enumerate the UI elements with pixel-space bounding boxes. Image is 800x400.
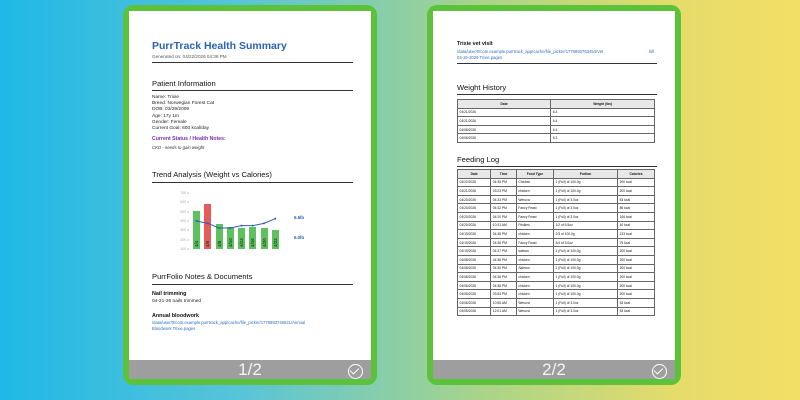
table-cell: 200 kcal xyxy=(618,187,655,196)
table-cell: 04/20/2026 xyxy=(458,204,491,213)
bar-date-label: 4/8 xyxy=(216,240,222,247)
table-cell: 04:36 PM xyxy=(491,273,517,282)
bar-date-label: 4/22 xyxy=(272,238,278,247)
weight-point xyxy=(252,225,254,227)
divider xyxy=(152,284,353,285)
generated-timestamp: Generated on: 04/22/2026 04:36 PM xyxy=(152,54,227,59)
weight-point xyxy=(274,218,276,220)
feeding-row xyxy=(458,212,655,221)
table-cell: 04:36 PM xyxy=(491,238,517,247)
patient-age: Age: 17y 1m xyxy=(152,113,179,119)
feeding-row xyxy=(458,290,655,299)
vet-link-line1[interactable]: /data/user/0/com.example.purrtrack_app/cache/file_picker/1776893763454/Vet xyxy=(457,49,604,54)
table-cell: 04/21/2026 xyxy=(458,117,551,126)
y-tick-label: 600 z xyxy=(180,200,189,205)
bloodwork-link-line1[interactable]: /data/user/0/com.example.purrtrack_app/cache/file_picker/1776893746621/Annual xyxy=(152,320,306,325)
table-cell: 200 kcal xyxy=(618,264,655,273)
table-cell: chicken xyxy=(516,273,553,282)
table-cell: 04:36 PM xyxy=(491,281,517,290)
table-cell: 03:54 PM xyxy=(491,290,517,299)
table-cell: 04:36 PM xyxy=(491,230,517,239)
weight-row xyxy=(458,108,655,117)
table-cell: 1 (Full) of 100.0g xyxy=(554,290,618,299)
table-cell: 04/06/2026 xyxy=(458,298,491,307)
table-cell: 6.4 xyxy=(551,125,655,134)
y-tick-label: 300 z xyxy=(180,228,189,233)
page-card-1[interactable] xyxy=(123,5,377,385)
table-cell: Weruva xyxy=(516,307,553,316)
weight-row xyxy=(458,134,655,143)
divider xyxy=(152,62,353,63)
divider xyxy=(457,166,657,167)
patient-info-heading: Patient Information xyxy=(152,79,216,88)
table-cell: 1 (Full) of 3.0oz xyxy=(554,195,618,204)
feeding-row xyxy=(458,264,655,273)
table-cell: chicken xyxy=(516,230,553,239)
column-header: Portion xyxy=(554,170,618,179)
bar-date-label: 4/10 xyxy=(227,238,233,247)
table-cell: 3/4 of 3.0oz xyxy=(554,238,618,247)
table-cell: 1 (Full) of 100.0g xyxy=(554,187,618,196)
bloodwork-link-line2[interactable]: Bloodwork Trixie.pages xyxy=(152,325,196,331)
table-cell: 1 (Full) of 3.0oz xyxy=(554,212,618,221)
divider xyxy=(152,90,353,91)
weight-row xyxy=(458,125,655,134)
feeding-log-table xyxy=(457,169,655,316)
table-cell: 1 (Full) of 100.0g xyxy=(554,247,618,256)
bar-date-label: 4/13 xyxy=(239,238,244,247)
table-cell: Salmon xyxy=(516,264,553,273)
feeding-log-heading: Feeding Log xyxy=(457,155,500,164)
page-sheet-2 xyxy=(433,11,675,364)
trend-chart xyxy=(169,189,329,253)
table-cell: 04/20/2026 xyxy=(458,221,491,230)
weight-history-heading: Weight History xyxy=(457,83,507,92)
divider xyxy=(457,94,657,95)
page-indicator-2 xyxy=(433,360,675,379)
table-cell: 04/08/2026 xyxy=(458,273,491,282)
weight-point xyxy=(207,222,209,224)
table-cell: 04/21/2026 xyxy=(458,108,551,117)
table-cell: 6.3 xyxy=(551,108,655,117)
feeding-row xyxy=(458,178,655,187)
feeding-row xyxy=(458,204,655,213)
table-cell: 04:36 PM xyxy=(491,255,517,264)
feeding-row xyxy=(458,298,655,307)
table-cell: 200 kcal xyxy=(618,281,655,290)
table-cell: 75 kcal xyxy=(618,238,655,247)
table-cell: 04/19/2026 xyxy=(458,238,491,247)
note-text-nail: 04-21-26 nails trimmed xyxy=(152,299,202,304)
vet-visit-title: Trixie vet visit xyxy=(457,41,493,47)
table-cell: 04:35 PM xyxy=(491,178,517,187)
table-cell: Weruva xyxy=(516,298,553,307)
feeding-row xyxy=(458,187,655,196)
feeding-row xyxy=(458,238,655,247)
table-cell: 133 kcal xyxy=(618,230,655,239)
feeding-row xyxy=(458,195,655,204)
patient-info-lines xyxy=(152,95,214,132)
column-header: Time xyxy=(491,170,517,179)
weight-point xyxy=(263,222,265,224)
bar-date-label: 4/16 xyxy=(250,238,256,247)
table-cell: Fancy Feast xyxy=(516,212,553,221)
table-cell: chicken xyxy=(516,290,553,299)
table-cell: 53 kcal xyxy=(618,298,655,307)
table-cell: chicken xyxy=(516,281,553,290)
table-cell: 1/2 of 5.5oz xyxy=(554,221,618,230)
note-title-bloodwork: Annual bloodwork xyxy=(152,313,200,319)
y-tick-label: 100 z xyxy=(180,247,189,251)
y-tick-label: 200 z xyxy=(180,237,189,242)
patient-breed: Breed: Norwegian Forest Cat xyxy=(152,101,215,107)
table-cell: Fancy Feast xyxy=(516,204,553,213)
feeding-row xyxy=(458,255,655,264)
feeding-row xyxy=(458,281,655,290)
table-cell: 10:31 AM xyxy=(491,221,517,230)
table-cell: salmon xyxy=(516,247,553,256)
weight-point xyxy=(196,220,198,222)
page-indicator-1 xyxy=(129,360,371,379)
table-cell: 1 (Full) of 3.0oz xyxy=(554,307,618,316)
y-tick-label: 700 z xyxy=(180,191,189,195)
table-cell: 04/08/2026 xyxy=(458,125,551,134)
table-cell: 10:55 AM xyxy=(491,298,517,307)
table-cell: 53 kcal xyxy=(618,195,655,204)
bar-date-label: 4/4 xyxy=(194,240,199,247)
page-number-label: 2/2 xyxy=(542,360,566,379)
table-cell: 04/19/2026 xyxy=(458,247,491,256)
check-circle-icon[interactable] xyxy=(348,364,363,379)
column-header: Weight (lbs) xyxy=(551,100,655,109)
y-tick-label: 400 z xyxy=(180,219,189,223)
table-cell: 1 (Full) of 100.0g xyxy=(554,281,618,290)
table-cell: 1 (Full) of 100.0g xyxy=(554,264,618,273)
table-cell: 1 (Full) of 100.0g xyxy=(554,178,618,187)
table-cell: chicken xyxy=(516,187,553,196)
patient-name: Name: Trixie xyxy=(152,95,179,100)
check-circle-icon[interactable] xyxy=(652,364,667,379)
bar-date-label: 4/20 xyxy=(261,238,267,247)
table-cell: 04/20/2026 xyxy=(458,212,491,221)
bloodwork-file-link[interactable] xyxy=(152,320,357,331)
notes-heading: PurrFolio Notes & Documents xyxy=(152,272,253,281)
column-header: Food Type xyxy=(516,170,553,179)
table-cell: 200 kcal xyxy=(618,178,655,187)
table-cell: 40 kcal xyxy=(618,221,655,230)
table-cell: 04:30 PM xyxy=(491,264,517,273)
table-cell: 53 kcal xyxy=(618,307,655,316)
table-cell: 04/05/2026 xyxy=(458,290,491,299)
table-cell: 04/08/2026 xyxy=(458,264,491,273)
weight-history-table xyxy=(457,99,655,143)
table-cell: 04/19/2026 xyxy=(458,230,491,239)
table-cell: 04/20/2026 xyxy=(458,195,491,204)
table-cell: 6.4 xyxy=(551,117,655,126)
weight-scale-top: 6.5lb xyxy=(294,215,305,220)
weight-scale-bottom: 6.0lb xyxy=(294,235,305,240)
feeding-row xyxy=(458,273,655,282)
vet-file-link[interactable] xyxy=(457,49,642,60)
table-cell: 2/3 of 100.0g xyxy=(554,230,618,239)
bar-date-label: 4/6 xyxy=(205,240,211,247)
feeding-row xyxy=(458,221,655,230)
page-card-2[interactable] xyxy=(427,5,681,385)
vet-link-line2[interactable]: 04-15-2026 Trixie.pages xyxy=(457,54,503,60)
table-cell: 03:23 PM xyxy=(491,187,517,196)
table-cell: Fancy Feast xyxy=(516,238,553,247)
column-header: Date xyxy=(458,100,551,109)
table-cell: 200 kcal xyxy=(618,255,655,264)
column-header: Date xyxy=(458,170,491,179)
table-cell: 200 kcal xyxy=(618,273,655,282)
trend-heading: Trend Analysis (Weight vs Calories) xyxy=(152,170,272,179)
table-cell: 04/06/2026 xyxy=(458,281,491,290)
table-cell: 04:33 PM xyxy=(491,195,517,204)
vet-link-suffix[interactable]: bill xyxy=(649,49,655,54)
weight-row xyxy=(458,117,655,126)
table-cell: 1 (Full) of 3.0oz xyxy=(554,204,618,213)
weight-line-svg xyxy=(169,189,329,253)
weight-point xyxy=(241,225,243,227)
feeding-row xyxy=(458,247,655,256)
divider xyxy=(152,182,353,183)
status-note: CKD - needs to gain weight xyxy=(152,145,205,150)
table-cell: 04/05/2026 xyxy=(458,307,491,316)
table-cell: 1 (Full) of 100.0g xyxy=(554,273,618,282)
page-sheet-1 xyxy=(129,11,371,364)
weight-point xyxy=(229,227,231,229)
report-title: PurrTrack Health Summary xyxy=(152,40,287,52)
table-cell: 106 kcal xyxy=(618,212,655,221)
patient-gender: Gender: Female xyxy=(152,119,187,125)
patient-goal: Current Goal: 600 kcal/day xyxy=(152,126,210,132)
feeding-row xyxy=(458,307,655,316)
table-cell: 04/22/2026 xyxy=(458,178,491,187)
divider xyxy=(457,63,657,64)
table-cell: 200 kcal xyxy=(618,290,655,299)
table-cell: 04/06/2026 xyxy=(458,134,551,143)
page-number-label: 1/2 xyxy=(238,360,262,379)
table-cell: 86 kcal xyxy=(618,204,655,213)
table-cell: 04/21/2026 xyxy=(458,187,491,196)
table-cell: 12:01 AM xyxy=(491,307,517,316)
note-title-nail: Nail trimming xyxy=(152,291,187,297)
table-cell: 04:20 PM xyxy=(491,212,517,221)
table-cell: Friskies xyxy=(516,221,553,230)
table-cell: 04/08/2026 xyxy=(458,255,491,264)
column-header: Calories xyxy=(618,170,655,179)
table-cell: 04:37 PM xyxy=(491,247,517,256)
table-cell: 1 (Full) of 3.0oz xyxy=(554,298,618,307)
patient-dob: DOB: 03/29/2009 xyxy=(152,107,190,113)
table-cell: 1 (Full) of 100.0g xyxy=(554,255,618,264)
feeding-row xyxy=(458,230,655,239)
table-cell: Weruva xyxy=(516,195,553,204)
y-tick-label: 500 z xyxy=(180,209,189,214)
weight-point xyxy=(218,227,220,229)
table-cell: Chicken xyxy=(516,178,553,187)
table-cell: 04:32 PM xyxy=(491,204,517,213)
table-cell: chicken xyxy=(516,255,553,264)
status-heading: Current Status / Health Notes: xyxy=(152,136,226,142)
table-cell: 6.3 xyxy=(551,134,655,143)
table-cell: 200 kcal xyxy=(618,247,655,256)
